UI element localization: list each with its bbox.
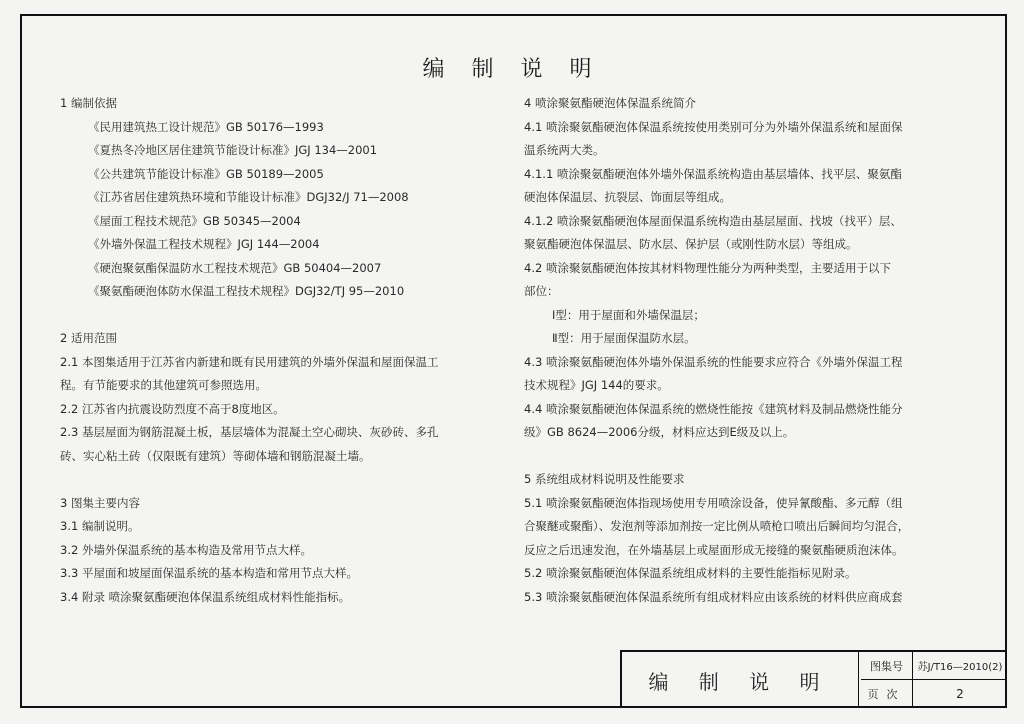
text-line: Ⅱ型：用于屋面保温防水层。 (552, 331, 696, 345)
text-line: 《公共建筑节能设计标准》GB 50189—2005 (88, 166, 324, 181)
text-line: 《聚氨酯硬泡体防水保温工程技术规程》DGJ32/TJ 95—2010 (88, 284, 405, 298)
text-line: 4.1.2 喷涂聚氨酯硬泡体屋面保温系统构造由基层屋面、找坡（找平）层、 (524, 213, 902, 228)
text-line: 5.1 喷涂聚氨酯硬泡体指现场使用专用喷涂设备，使异氰酸酯、多元醇（组 (524, 495, 903, 510)
text-line: 2.3 基层屋面为钢筋混凝土板，基层墙体为混凝土空心砌块、灰砂砖、多孔 (60, 425, 439, 439)
page-number-label: 页次 (861, 680, 913, 708)
text-line: 《民用建筑热工设计规范》GB 50176—1993 (88, 119, 324, 134)
text-line: 4.1 喷涂聚氨酯硬泡体保温系统按使用类别可分为外墙外保温系统和屋面保 (524, 119, 903, 134)
text-line: Ⅰ型：用于屋面和外墙保温层； (552, 307, 705, 322)
text-line: 《外墙外保温工程技术规程》JGJ 144—2004 (88, 237, 320, 251)
text-line: 3 图集主要内容 (60, 495, 140, 510)
text-line: 《硬泡聚氨酯保温防水工程技术规范》GB 50404—2007 (88, 260, 382, 275)
text-line: 4.2 喷涂聚氨酯硬泡体按其材料物理性能分为两种类型，主要适用于以下 (524, 260, 891, 275)
text-line: 5.3 喷涂聚氨酯硬泡体保温系统所有组成材料应由该系统的材料供应商成套 (524, 589, 903, 604)
text-line (60, 304, 490, 328)
atlas-number-value: 苏J/T16—2010(2) (913, 652, 1007, 680)
text-line: 程。有节能要求的其他建筑可参照选用。 (60, 378, 267, 392)
text-line: 3.2 外墙外保温系统的基本构造及常用节点大样。 (60, 542, 312, 557)
text-line: 《江苏省居住建筑热环境和节能设计标准》DGJ32/J 71—2008 (88, 190, 409, 204)
text-line: 2 适用范围 (60, 331, 117, 345)
text-line: 聚氨酯硬泡体保温层、防水层、保护层（或刚性防水层）等组成。 (524, 237, 858, 251)
text-line: 《屋面工程技术规范》GB 50345—2004 (88, 213, 301, 228)
text-line: 5 系统组成材料说明及性能要求 (524, 472, 685, 486)
text-line: 4.1.1 喷涂聚氨酯硬泡体外墙外保温系统构造由基层墙体、找平层、聚氨酯 (524, 166, 902, 181)
text-line: 1 编制依据 (60, 96, 117, 110)
text-line (524, 445, 950, 469)
text-line: 3.4 附录 喷涂聚氨酯硬泡体保温系统组成材料性能指标。 (60, 589, 351, 604)
text-line: 4.3 喷涂聚氨酯硬泡体外墙外保温系统的性能要求应符合《外墙外保温工程 (524, 354, 903, 369)
right-column (524, 92, 950, 609)
text-line: 《夏热冬冷地区居住建筑节能设计标准》JGJ 134—2001 (88, 143, 378, 157)
title-block (620, 650, 1007, 708)
title-block-name: 编 制 说 明 (622, 652, 859, 708)
text-line: 2.1 本图集适用于江苏省内新建和既有民用建筑的外墙外保温和屋面保温工 (60, 354, 439, 369)
text-line: 4 喷涂聚氨酯硬泡体保温系统简介 (524, 96, 696, 110)
text-line: 5.2 喷涂聚氨酯硬泡体保温系统组成材料的主要性能指标见附录。 (524, 566, 857, 580)
text-line: 温系统两大类。 (524, 143, 605, 157)
text-line: 3.1 编制说明。 (60, 519, 140, 533)
text-line: 3.3 平屋面和坡屋面保温系统的基本构造和常用节点大样。 (60, 566, 358, 580)
atlas-number-label: 图集号 (861, 652, 913, 680)
text-line: 反应之后迅速发泡，在外墙基层上或屋面形成无接缝的聚氨酯硬质泡沫体。 (524, 542, 904, 557)
text-line: 部位： (524, 284, 559, 298)
text-line: 级》GB 8624—2006分级，材料应达到E级及以上。 (524, 425, 795, 439)
text-line (60, 468, 490, 492)
text-line: 2.2 江苏省内抗震设防烈度不高于8度地区。 (60, 401, 285, 416)
text-line: 硬泡体保温层、抗裂层、饰面层等组成。 (524, 190, 731, 204)
text-line: 技术规程》JGJ 144的要求。 (524, 378, 669, 392)
text-line: 合聚醚或聚酯）、发泡剂等添加剂按一定比例从喷枪口喷出后瞬间均匀混合， (524, 519, 910, 533)
text-line: 砖、实心粘土砖（仅限既有建筑）等砌体墙和钢筋混凝土墙。 (60, 448, 371, 463)
left-column (60, 92, 490, 609)
page-title: 编 制 说 明 (422, 57, 602, 82)
page-number-value: 2 (956, 687, 964, 701)
text-line: 4.4 喷涂聚氨酯硬泡体保温系统的燃烧性能按《建筑材料及制品燃烧性能分 (524, 401, 903, 416)
